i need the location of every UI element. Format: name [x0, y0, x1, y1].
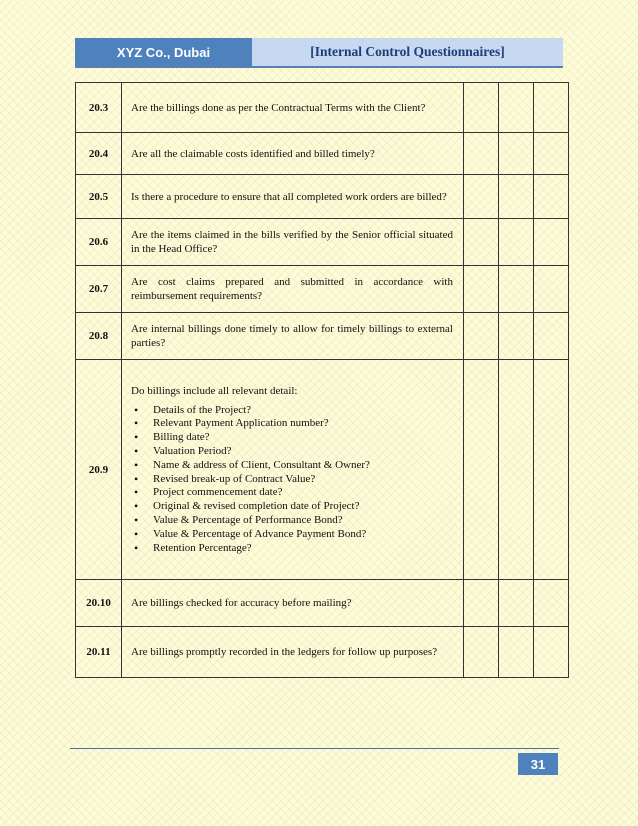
question-intro: Do billings include all relevant detail:: [131, 384, 298, 397]
table-row: [76, 360, 569, 580]
answer-cell-yes[interactable]: [464, 360, 499, 580]
table-row: [76, 580, 569, 627]
list-item: • Original & revised completion date of Project?: [153, 500, 453, 514]
answer-cell-no[interactable]: [499, 219, 534, 266]
answer-cell-no[interactable]: [499, 175, 534, 219]
question-text: [122, 360, 464, 580]
answer-cell-remarks[interactable]: [534, 219, 569, 266]
list-item: • Valuation Period?: [153, 445, 453, 459]
answer-cell-no[interactable]: [499, 266, 534, 313]
answer-cell-yes[interactable]: [464, 313, 499, 360]
question-number: 20.4: [76, 133, 122, 175]
answer-cell-yes[interactable]: [464, 133, 499, 175]
table-row: [76, 266, 569, 313]
question-number: 20.10: [76, 580, 122, 627]
answer-cell-no[interactable]: [499, 360, 534, 580]
table-row: [76, 83, 569, 133]
answer-cell-remarks[interactable]: [534, 133, 569, 175]
answer-cell-no[interactable]: [499, 313, 534, 360]
answer-cell-yes[interactable]: [464, 83, 499, 133]
question-text: Are the billings done as per the Contractual Terms with the Client?: [122, 83, 464, 133]
answer-cell-no[interactable]: [499, 133, 534, 175]
answer-cell-yes[interactable]: [464, 266, 499, 313]
answer-cell-remarks[interactable]: [534, 360, 569, 580]
question-number: 20.3: [76, 83, 122, 133]
answer-cell-no[interactable]: [499, 580, 534, 627]
list-item: • Billing date?: [153, 431, 453, 445]
list-item: • Name & address of Client, Consultant & Owner?: [153, 459, 453, 473]
answer-cell-remarks[interactable]: [534, 580, 569, 627]
page-header: [75, 38, 563, 68]
answer-cell-remarks[interactable]: [534, 83, 569, 133]
answer-cell-yes[interactable]: [464, 627, 499, 678]
answer-cell-remarks[interactable]: [534, 627, 569, 678]
question-text: Are all the claimable costs identified and billed timely?: [122, 133, 464, 175]
question-number: 20.7: [76, 266, 122, 313]
question-text: Are internal billings done timely to allow for timely billings to external parties?: [122, 313, 464, 360]
answer-cell-no[interactable]: [499, 627, 534, 678]
table-row: [76, 219, 569, 266]
question-text: Are the items claimed in the bills verified by the Senior official situated in the Head Office?: [122, 219, 464, 266]
company-name: XYZ Co., Dubai: [75, 38, 252, 66]
question-number: 20.8: [76, 313, 122, 360]
detail-list: [131, 404, 453, 556]
table-row: [76, 133, 569, 175]
answer-cell-yes[interactable]: [464, 219, 499, 266]
answer-cell-remarks[interactable]: [534, 175, 569, 219]
question-text: Is there a procedure to ensure that all completed work orders are billed?: [122, 175, 464, 219]
question-number: 20.11: [76, 627, 122, 678]
question-text: Are billings promptly recorded in the ledgers for follow up purposes?: [122, 627, 464, 678]
list-item: • Project commencement date?: [153, 486, 453, 500]
list-item: • Relevant Payment Application number?: [153, 417, 453, 431]
list-item: • Details of the Project?: [153, 404, 453, 418]
answer-cell-remarks[interactable]: [534, 266, 569, 313]
document-title: [Internal Control Questionnaires]: [252, 38, 563, 66]
footer-divider: [70, 748, 559, 749]
list-item: • Retention Percentage?: [153, 542, 453, 556]
question-number: 20.9: [76, 360, 122, 580]
question-text: Are cost claims prepared and submitted in accordance with reimbursement requirements?: [122, 266, 464, 313]
answer-cell-remarks[interactable]: [534, 313, 569, 360]
answer-cell-yes[interactable]: [464, 580, 499, 627]
questionnaire-table: [75, 82, 569, 678]
table-row: [76, 175, 569, 219]
answer-cell-no[interactable]: [499, 83, 534, 133]
table-row: [76, 313, 569, 360]
answer-cell-yes[interactable]: [464, 175, 499, 219]
list-item: • Value & Percentage of Performance Bond?: [153, 514, 453, 528]
question-text: Are billings checked for accuracy before mailing?: [122, 580, 464, 627]
page-number: 31: [518, 753, 558, 775]
question-number: 20.6: [76, 219, 122, 266]
list-item: • Value & Percentage of Advance Payment Bond?: [153, 528, 453, 542]
question-number: 20.5: [76, 175, 122, 219]
table-row: [76, 627, 569, 678]
list-item: • Revised break-up of Contract Value?: [153, 473, 453, 487]
